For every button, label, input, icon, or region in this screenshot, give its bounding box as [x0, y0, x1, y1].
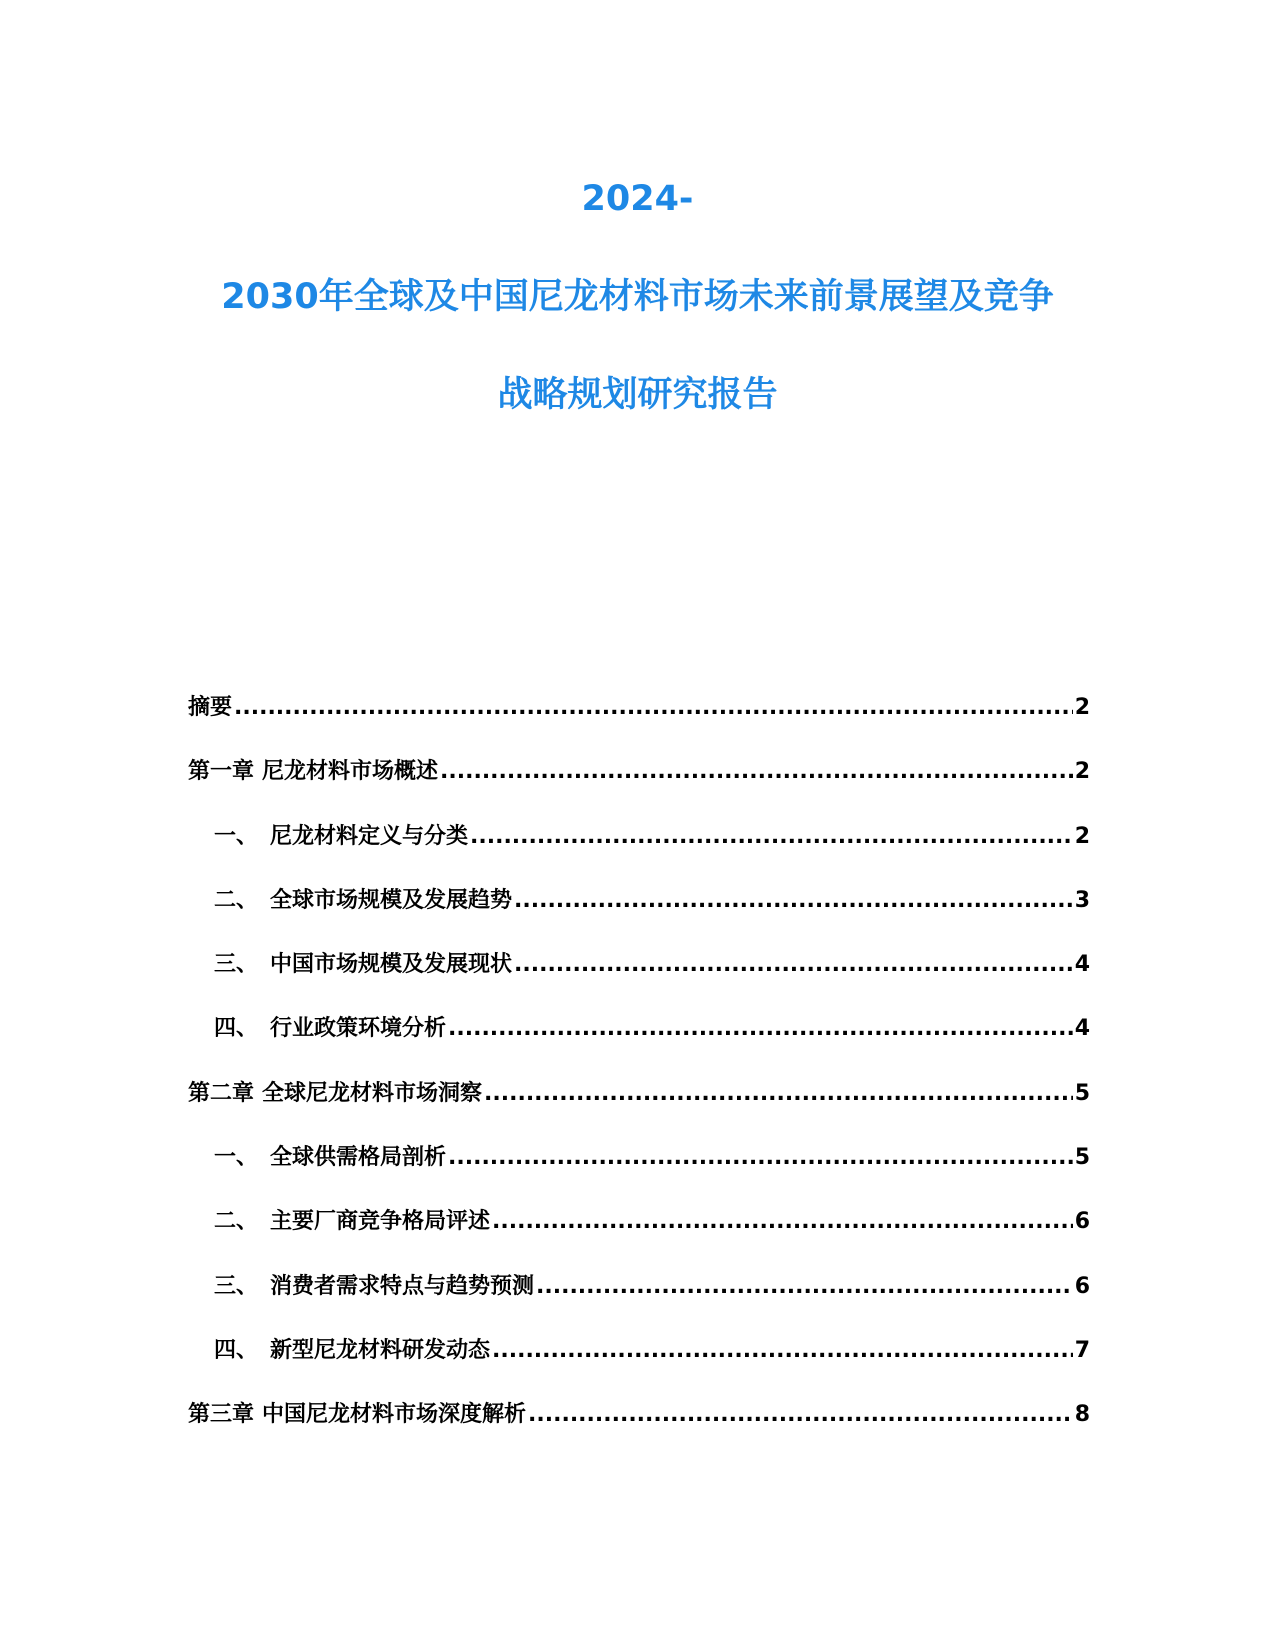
toc-dot-leader	[440, 756, 1073, 788]
toc-dot-leader	[492, 1335, 1073, 1367]
toc-page-number: 5	[1074, 1080, 1090, 1106]
title-line-1: 2024-	[581, 179, 694, 219]
toc-entry[interactable]	[188, 949, 1090, 1013]
toc-entry-title	[188, 756, 438, 788]
toc-section-number: 四、	[214, 1337, 259, 1363]
report-title	[140, 150, 1135, 444]
toc-entry-label: 尼龙材料市场概述	[262, 759, 439, 785]
toc-entry-label: 全球市场规模及发展趋势	[270, 887, 513, 913]
toc-entry-title	[214, 1335, 490, 1367]
toc-section-number: 三、	[214, 952, 259, 978]
toc-entry-title	[188, 1399, 526, 1431]
toc-chapter-number: 第二章	[188, 1080, 255, 1106]
toc-entry-title	[188, 1078, 482, 1110]
toc-entry-label: 主要厂商竞争格局评述	[270, 1209, 491, 1235]
toc-chapter-number: 第三章	[188, 1402, 255, 1428]
toc-entry[interactable]	[188, 821, 1090, 885]
toc-entry-label: 摘要	[188, 695, 233, 720]
toc-entry[interactable]	[188, 1335, 1090, 1399]
toc-section-number: 一、	[214, 823, 259, 849]
toc-dot-leader	[484, 1078, 1073, 1110]
toc-entry-title	[188, 692, 232, 724]
toc-entry-title	[214, 821, 468, 853]
toc-section-number: 四、	[214, 1016, 259, 1042]
toc-entry[interactable]	[188, 756, 1090, 820]
toc-entry-label: 消费者需求特点与趋势预测	[270, 1273, 535, 1299]
toc-entry-label: 中国尼龙材料市场深度解析	[262, 1402, 527, 1428]
toc-entry-label: 全球尼龙材料市场洞察	[262, 1080, 483, 1106]
toc-page-number: 2	[1074, 759, 1090, 785]
toc-entry-label: 行业政策环境分析	[270, 1016, 447, 1042]
toc-dot-leader	[536, 1271, 1073, 1303]
toc-dot-leader	[470, 821, 1073, 853]
toc-entry[interactable]	[188, 1271, 1090, 1335]
toc-page-number: 2	[1074, 695, 1090, 720]
toc-page-number: 5	[1074, 1145, 1090, 1171]
toc-dot-leader	[234, 692, 1073, 724]
toc-entry-label: 尼龙材料定义与分类	[270, 823, 469, 849]
toc-dot-leader	[448, 1013, 1073, 1045]
toc-entry[interactable]	[188, 1399, 1090, 1463]
toc-section-number: 二、	[214, 887, 259, 913]
toc-entry[interactable]	[188, 1013, 1090, 1077]
toc-entry[interactable]	[188, 692, 1090, 756]
toc-dot-leader	[448, 1142, 1073, 1174]
toc-entry-label: 新型尼龙材料研发动态	[270, 1337, 491, 1363]
toc-dot-leader	[492, 1206, 1073, 1238]
toc-page-number: 3	[1074, 887, 1090, 913]
toc-entry[interactable]	[188, 1206, 1090, 1270]
toc-entry[interactable]	[188, 1142, 1090, 1206]
toc-section-number: 三、	[214, 1273, 259, 1299]
toc-page-number: 4	[1074, 1016, 1090, 1042]
toc-dot-leader	[514, 885, 1073, 917]
toc-entry-title	[214, 949, 512, 981]
toc-entry-title	[214, 1206, 490, 1238]
toc-entry[interactable]	[188, 1078, 1090, 1142]
toc-section-number: 一、	[214, 1145, 259, 1171]
toc-entry-title	[214, 1013, 446, 1045]
toc-entry-label: 中国市场规模及发展现状	[270, 952, 513, 978]
toc-entry[interactable]	[188, 885, 1090, 949]
toc-entry-label: 全球供需格局剖析	[270, 1145, 447, 1171]
toc-page-number: 4	[1074, 952, 1090, 978]
toc-entry-title	[214, 1142, 446, 1174]
toc-entry-title	[214, 885, 512, 917]
toc-page-number: 6	[1074, 1273, 1090, 1299]
title-line-2: 2030年全球及中国尼龙材料市场未来前景展望及竞争	[221, 277, 1054, 317]
toc-chapter-number: 第一章	[188, 759, 255, 785]
toc-page-number: 7	[1074, 1337, 1090, 1363]
toc-page-number: 2	[1074, 823, 1090, 849]
toc-dot-leader	[528, 1399, 1073, 1431]
toc-page-number: 8	[1074, 1402, 1090, 1428]
toc-dot-leader	[514, 949, 1073, 981]
toc-section-number: 二、	[214, 1209, 259, 1235]
title-line-3: 战略规划研究报告	[497, 375, 778, 415]
table-of-contents	[188, 692, 1090, 1464]
toc-entry-title	[214, 1271, 534, 1303]
toc-page-number: 6	[1074, 1209, 1090, 1235]
